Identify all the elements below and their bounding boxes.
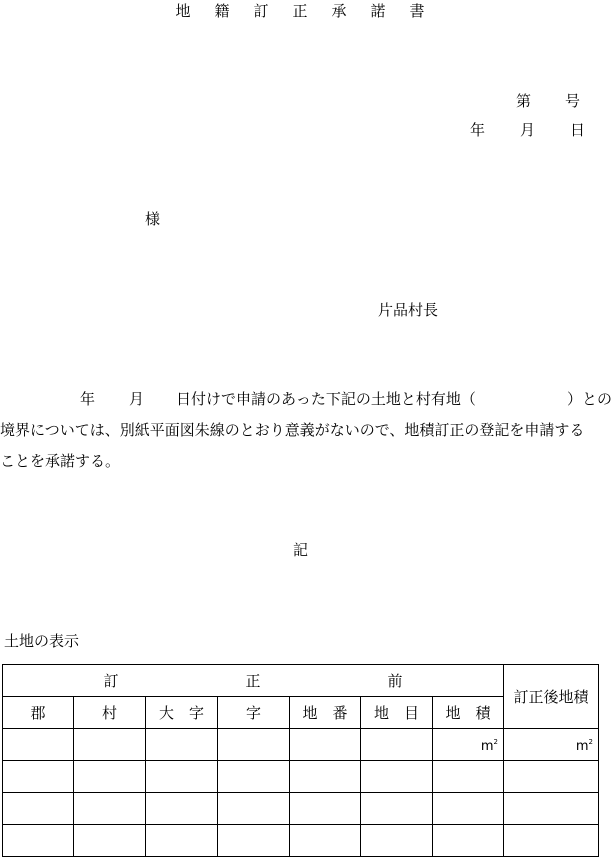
- table-cell: [504, 825, 599, 857]
- column-header: 字: [218, 697, 290, 729]
- table-cell: [504, 761, 599, 793]
- area-unit: m: [575, 739, 589, 754]
- column-header: 大 字: [146, 697, 218, 729]
- body-month: 月: [129, 390, 145, 408]
- table-cell: [146, 793, 218, 825]
- column-header: 村: [74, 697, 146, 729]
- column-header: 地 目: [361, 697, 433, 729]
- date-year: 年: [470, 121, 486, 139]
- title-char: 書: [409, 2, 425, 20]
- table-cell: [74, 761, 146, 793]
- table-row: [3, 825, 599, 857]
- table-cell: [3, 825, 74, 857]
- body-text-1: 日付けで申請のあった下記の土地と村有地（: [176, 390, 476, 408]
- before-header-char: 前: [387, 671, 403, 690]
- document-date: [470, 121, 585, 139]
- table-cell: [433, 825, 504, 857]
- table-cell: [218, 793, 290, 825]
- title-char: 籍: [214, 2, 230, 20]
- column-header: 地 積: [433, 697, 504, 729]
- title-char: 正: [292, 2, 308, 20]
- table-cell: [3, 793, 74, 825]
- date-day: 日: [570, 121, 586, 139]
- table-cell: [74, 793, 146, 825]
- area-unit-sup: 2: [493, 738, 498, 746]
- area-unit-sup: 2: [588, 738, 593, 746]
- table-header-row: [3, 665, 599, 697]
- table-cell: [218, 825, 290, 857]
- body-close: ）との: [567, 390, 613, 408]
- table-cell: [290, 825, 361, 857]
- table-row: [3, 761, 599, 793]
- date-month: 月: [520, 121, 536, 139]
- table-row: [3, 729, 599, 761]
- body-line-3: ことを承諾する。: [0, 452, 121, 470]
- table-cell: [3, 761, 74, 793]
- title-char: 承: [331, 2, 347, 20]
- before-header-char: 訂: [103, 671, 119, 690]
- table-cell: [504, 793, 599, 825]
- table-row: [3, 793, 599, 825]
- table-cell: [218, 761, 290, 793]
- issuer-name: 片品村長: [378, 301, 439, 319]
- table-cell: [361, 793, 433, 825]
- table-cell: [290, 793, 361, 825]
- table-cell: [290, 729, 361, 761]
- table-cell: [3, 729, 74, 761]
- table-cell: [290, 761, 361, 793]
- document-title: [0, 2, 600, 20]
- table-cell: [146, 825, 218, 857]
- table-cell: [146, 761, 218, 793]
- body-line-2: 境界については、別紙平面図朱線のとおり意義がないので、地積訂正の登記を申請する: [0, 421, 585, 439]
- number-prefix: 第: [516, 92, 532, 110]
- after-correction-header: 訂正後地積: [504, 665, 599, 729]
- area-unit-cell: [433, 729, 504, 761]
- table-cell: [146, 729, 218, 761]
- table-cell: [74, 729, 146, 761]
- table-cell: [361, 761, 433, 793]
- title-char: 諾: [370, 2, 386, 20]
- column-header: 地 番: [290, 697, 361, 729]
- ki-heading: 記: [293, 541, 309, 559]
- body-year: 年: [80, 390, 96, 408]
- title-char: 地: [175, 2, 191, 20]
- table-cell: [433, 793, 504, 825]
- table-cell: [361, 729, 433, 761]
- table-cell: [218, 729, 290, 761]
- addressee-suffix: 様: [145, 210, 161, 228]
- area-unit: m: [480, 739, 494, 754]
- table-cell: [433, 761, 504, 793]
- before-correction-header: [3, 665, 504, 697]
- land-caption: 土地の表示: [4, 632, 80, 650]
- column-header: 郡: [3, 697, 74, 729]
- corrected-area-unit-cell: [504, 729, 599, 761]
- title-char: 訂: [253, 2, 269, 20]
- land-table: [2, 664, 599, 857]
- table-cell: [74, 825, 146, 857]
- document-number: [516, 92, 580, 110]
- table-cell: [361, 825, 433, 857]
- before-header-char: 正: [245, 671, 261, 690]
- number-suffix: 号: [565, 92, 581, 110]
